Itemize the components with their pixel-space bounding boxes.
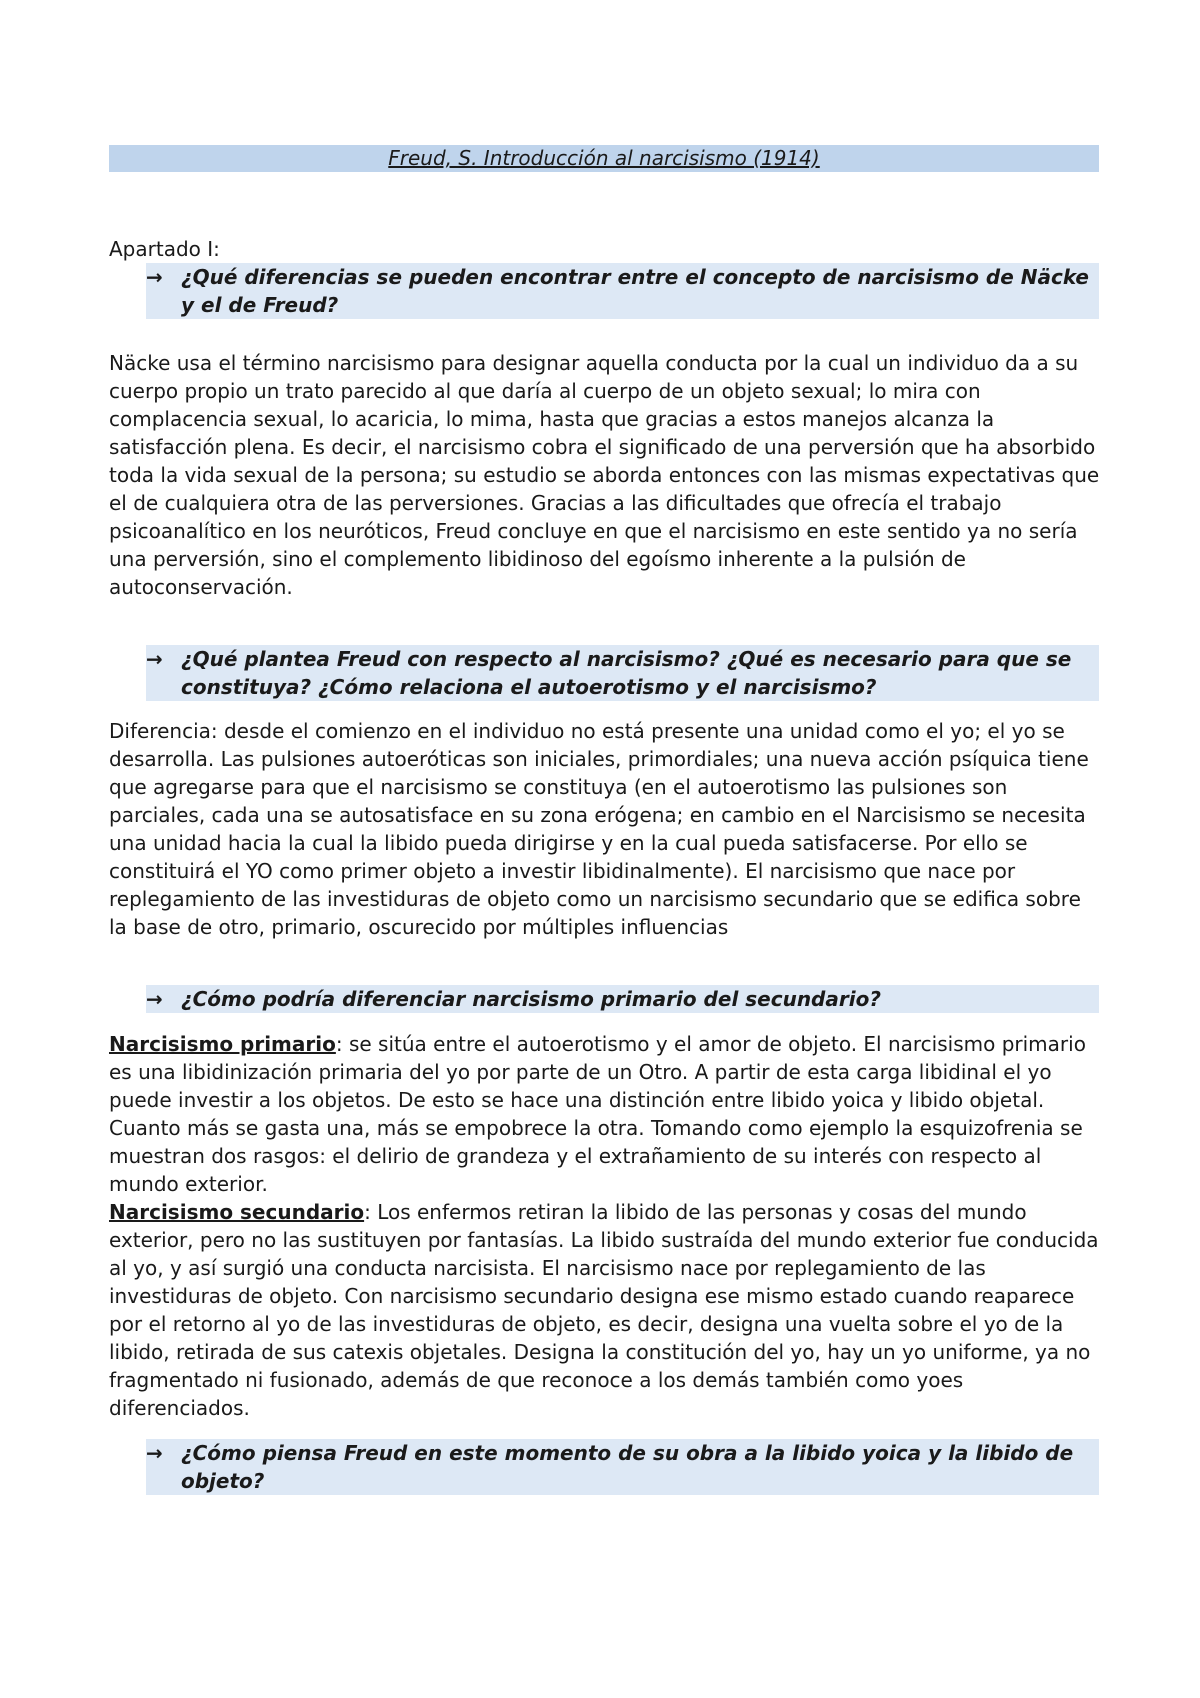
question-4: [146, 1439, 1099, 1495]
question-text: ¿Qué plantea Freud con respecto al narcisismo? ¿Qué es necesario para que se constituya? ¿Cómo relaciona el autoerotismo y el narcisismo?: [181, 647, 1072, 699]
primary-text: : se sitúa entre el autoerotismo y el amor de objeto. El narcisismo primario es una libidinización primaria del yo por parte de un Otro. A partir de esta carga libidinal el yo puede investir a los objetos. De esto se hace una distinción entre libido yoica y libido objetal. Cuanto más se gasta una, más se empobrece la otra. Tomando como ejemplo la esquizofrenia se muestran dos rasgos: el delirio de grandeza y el extrañamiento de su interés con respecto al mundo exterior.: [109, 1032, 1086, 1196]
question-3: [146, 985, 1099, 1013]
section-label: Apartado I:: [109, 237, 220, 261]
secondary-term: Narcisismo secundario: [109, 1200, 365, 1224]
document-title: Freud, S. Introducción al narcisismo (1914): [109, 145, 1099, 172]
answer-text: Diferencia: desde el comienzo en el individuo no está presente una unidad como el yo; el yo se desarrolla. Las pulsiones autoeróticas son iniciales, primordiales; una nueva acción psíquica tiene que agregarse para que el narcisismo se constituya (en el autoerotismo las pulsiones son parciales, cada una se autosatisface en su zona erógena; en cambio en el Narcisismo se necesita una unidad hacia la cual la libido pueda dirigirse y en la cual pueda satisfacerse. Por ello se constituirá el YO como primer objeto a investir libidinalmente). El narcisismo que nace por replegamiento de las investiduras de objeto como un narcisismo secundario que se edifica sobre la base de otro, primario, oscurecido por múltiples influencias: [109, 719, 1089, 939]
arrow-icon: →: [146, 647, 163, 671]
answer-text: Näcke usa el término narcisismo para designar aquella conducta por la cual un individuo da a su cuerpo propio un trato parecido al que daría al cuerpo de un objeto sexual; lo mira con complacencia sexual, lo acaricia, lo mima, hasta que gracias a estos manejos alcanza la satisfacción plena. Es decir, el narcisismo cobra el significado de una perversión que ha absorbido toda la vida sexual de la persona; su estudio se aborda entonces con las mismas expectativas que el de cualquiera otra de las perversiones. Gracias a las dificultades que ofrecía el trabajo psicoanalítico en los neuróticos, Freud concluye en que el narcisismo en este sentido ya no sería una perversión, sino el complemento libidinoso del egoísmo inherente a la pulsión de autoconservación.: [109, 351, 1100, 599]
question-text: ¿Cómo podría diferenciar narcisismo primario del secundario?: [181, 987, 881, 1011]
secondary-text: : Los enfermos retiran la libido de las personas y cosas del mundo exterior, pero no las sustituyen por fantasías. La libido sustraída del mundo exterior fue conducida al yo, y así surgió una conducta narcisista. El narcisismo nace por replegamiento de las investiduras de objeto. Con narcisismo secundario designa ese mismo estado cuando reaparece por el retorno al yo de las investiduras de objeto, es decir, designa una vuelta sobre el yo de la libido, retirada de sus catexis objetales. Designa la constitución del yo, hay un yo uniforme, ya no fragmentado ni fusionado, además de que reconoce a los demás también como yoes diferenciados.: [109, 1200, 1099, 1420]
primary-term: Narcisismo primario: [109, 1032, 336, 1056]
arrow-icon: →: [146, 1441, 163, 1465]
arrow-icon: →: [146, 265, 163, 289]
question-text: ¿Cómo piensa Freud en este momento de su obra a la libido yoica y la libido de objeto?: [181, 1441, 1074, 1493]
answer-1: [109, 349, 1103, 601]
question-2: [146, 645, 1099, 701]
primary-paragraph: [109, 1030, 1103, 1198]
answer-3: [109, 1030, 1103, 1422]
answer-2: [109, 717, 1103, 941]
question-text: ¿Qué diferencias se pueden encontrar entre el concepto de narcisismo de Näcke y el de Freud?: [181, 265, 1089, 317]
question-1: [146, 263, 1099, 319]
arrow-icon: →: [146, 987, 163, 1011]
secondary-paragraph: [109, 1198, 1103, 1422]
